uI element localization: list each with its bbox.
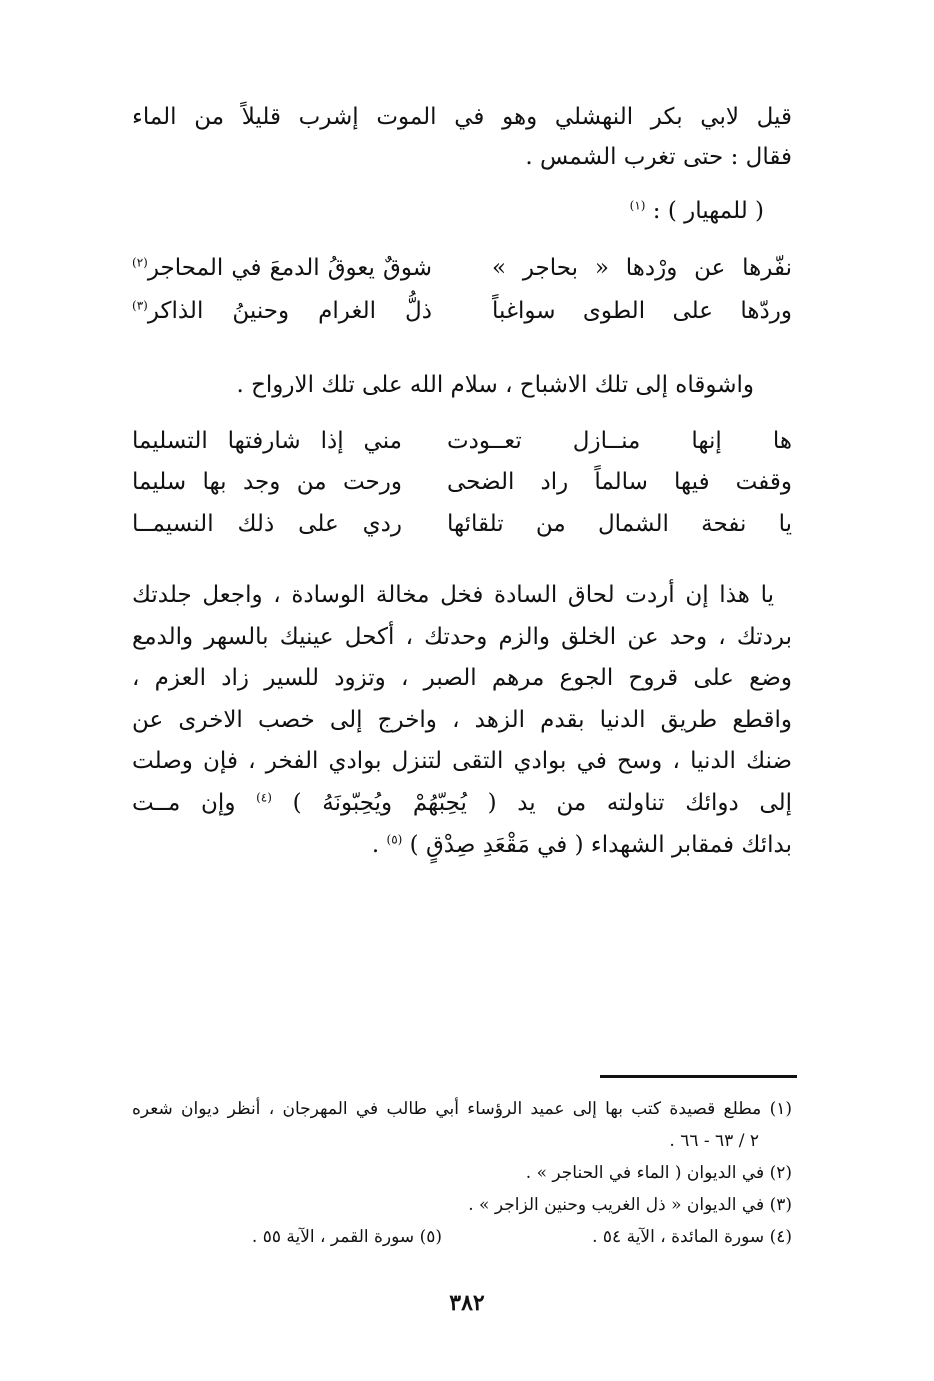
prose-line-4: واقطع طريق الدنيا بقدم الزهد ، واخرج إلى خصب الاخرى عن: [132, 707, 792, 733]
poem1-verse-2-first-hemistich: وردّها على الطوى سواغباً: [492, 298, 792, 324]
prose-line-2: بردتك ، وحد عن الخلق والزم وحدتك ، أكحل عينيك بالسهر والدمع: [132, 624, 792, 650]
attribution-footnote-marker: (١): [629, 198, 646, 213]
prose-line-7-footnote-marker: (٥): [386, 832, 403, 847]
poem2-verse-2-first-hemistich: وقفت فيها سالماً راد الضحى: [447, 469, 792, 495]
prose-line-7-text: بدائك فمقابر الشهداء ( في مَقْعَدِ صِدْقٍ ): [409, 832, 792, 858]
attribution: [104, 196, 764, 226]
footnote-2: (٢) في الديوان ( الماء في الحناجر » .: [525, 1163, 792, 1183]
poem2-verse-3-second-hemistich: ردي على ذلك النسيمــا: [132, 511, 402, 537]
poem1-verse-1: [132, 252, 792, 284]
exclamation-line: واشوقاه إلى تلك الاشباح ، سلام الله على تلك الارواح .: [236, 372, 754, 398]
footnote-3: (٣) في الديوان « ذل الغريب وحنين الزاجر » .: [468, 1195, 792, 1215]
poem1-verse-2-second-text: ذلُّ الغرام وحنينُ الذاكر: [147, 298, 432, 324]
poem2-verse-3: [132, 508, 792, 540]
prose-line-6: [132, 788, 792, 818]
poem1-verse-2: [132, 295, 792, 327]
poem2-verse-2: [132, 466, 792, 498]
prose-line-7: [132, 830, 792, 860]
prose-line-6-end: وإن مــت: [132, 790, 236, 816]
prose-line-1: يا هذا إن أردت لحاق السادة فخل مخالة الوسادة ، واجعل جلدتك: [132, 582, 774, 608]
poem2-verse-3-first-hemistich: يا نفحة الشمال من تلقائها: [447, 511, 792, 537]
prose-line-6-footnote-marker: (٤): [256, 790, 272, 805]
poem1-verse-1-second-text: شوقٌ يعوقُ الدمعَ في المحاجر: [147, 255, 432, 281]
poem1-verse-1-second-hemistich: [132, 252, 432, 284]
prose-line-6-text: إلى دوائك تناولته من يد ( يُحِبّهُمْ ويُحِبّونَهُ ): [292, 790, 792, 816]
poem2-verse-1-second-hemistich: مني إذا شارفتها التسليما: [132, 428, 402, 454]
footnote-row-4-5: [132, 1224, 792, 1250]
prose-line-5: ضنك الدنيا ، وسح في بوادي التقى لتنزل بوادي الفخر ، فإن وصلت: [132, 748, 792, 774]
poem2-verse-1-first-hemistich: ها إنها منــازل تعــودت: [447, 428, 792, 454]
poem1-verse-1-first-hemistich: نفّرها عن ورْدها « بحاجر »: [492, 255, 792, 281]
intro-line-2: فقال : حتى تغرب الشمس .: [525, 144, 792, 170]
prose-line-3: وضع على قروح الجوع مرهم الصبر ، وتزود للسير زاد العزم ،: [132, 665, 792, 691]
attribution-text: ( للمهيار ) :: [652, 198, 764, 224]
footnote-1-line-2: ٢ / ٦٣ - ٦٦ .: [669, 1131, 759, 1151]
page-number: ٣٨٢: [449, 1290, 485, 1316]
footnote-4: (٤) سورة المائدة ، الآية ٥٤ .: [592, 1227, 792, 1247]
footnote-1-line-1: (١) مطلع قصيدة كتب بها إلى عميد الرؤساء أبي طالب في المهرجان ، أنظر ديوان شعره: [132, 1099, 792, 1119]
poem2-verse-1: [132, 425, 792, 457]
poem1-verse-2-second-hemistich: [132, 295, 432, 327]
poem2-verse-2-second-hemistich: ورحت من وجد بها سليما: [132, 469, 402, 495]
intro-line-1: قيل لابي بكر النهشلي وهو في الموت إشرب قليلاً من الماء: [132, 104, 792, 130]
poem1-verse-2-footnote-marker: (٣): [132, 298, 148, 313]
prose-line-7-end: .: [371, 832, 380, 858]
footnote-5: (٥) سورة القمر ، الآية ٥٥ .: [251, 1227, 442, 1247]
poem1-verse-1-footnote-marker: (٢): [132, 255, 148, 270]
footnote-separator: [600, 1075, 797, 1078]
